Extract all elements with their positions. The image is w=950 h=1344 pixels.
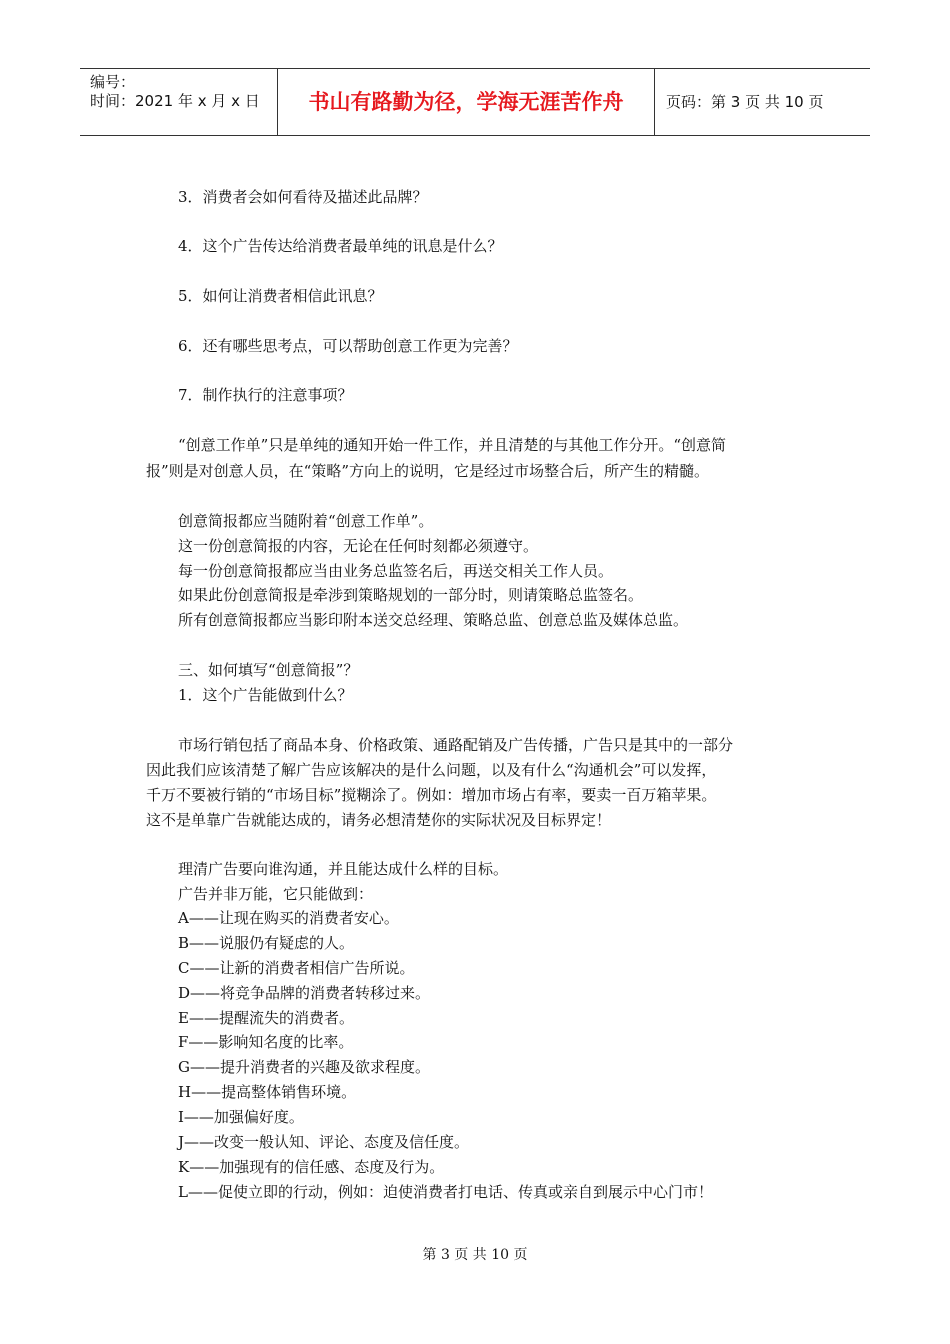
ability-item: K——加强现有的信任感、态度及行为。 bbox=[178, 1158, 445, 1176]
header-meta bbox=[80, 69, 278, 135]
rule-line: 每一份创意简报都应当由业务总监签名后，再送交相关工作人员。 bbox=[178, 562, 614, 580]
ability-item: D——将竞争品牌的消费者转移过来。 bbox=[178, 984, 431, 1002]
paragraph-line: 千万不要被行销的“市场目标”搅糊涂了。例如：增加市场占有率，要卖一百万箱苹果。 bbox=[146, 786, 717, 804]
rule-line: 这一份创意简报的内容，无论在任何时刻都必须遵守。 bbox=[178, 537, 539, 555]
page-footer: 第 3 页 共 10 页 bbox=[422, 1247, 528, 1263]
question-4: 4．这个广告传达给消费者最单纯的讯息是什么？ bbox=[178, 237, 503, 255]
paragraph-line: 因此我们应该清楚了解广告应该解决的是什么问题，以及有什么“沟通机会”可以发挥， bbox=[146, 761, 717, 779]
ability-item: G——提升消费者的兴趣及欲求程度。 bbox=[178, 1058, 430, 1076]
paragraph-line: 报”则是对创意人员，在“策略”方向上的说明，它是经过市场整合后，所产生的精髓。 bbox=[146, 462, 710, 480]
ability-item: L——促使立即的行动，例如：迫使消费者打电话、传真或亲自到展示中心门市！ bbox=[178, 1183, 713, 1201]
section-heading: 三、如何填写“创意简报”？ bbox=[178, 661, 359, 679]
rule-line: 如果此份创意简报是牵涉到策略规划的一部分时，则请策略总监签名。 bbox=[178, 586, 644, 604]
ability-item: J——改变一般认知、评论、态度及信任度。 bbox=[178, 1133, 470, 1151]
question-5: 5．如何让消费者相信此讯息？ bbox=[178, 287, 383, 305]
document-number-label: 编号： bbox=[90, 73, 136, 91]
rule-line: 所有创意简报都应当影印附本送交总经理、策略总监、创意总监及媒体总监。 bbox=[178, 611, 689, 629]
page-header bbox=[80, 68, 870, 136]
ability-item: C——让新的消费者相信广告所说。 bbox=[178, 959, 415, 977]
rule-line: 创意简报都应当随附着“创意工作单”。 bbox=[178, 512, 434, 530]
ability-item: A——让现在购买的消费者安心。 bbox=[178, 909, 399, 927]
ability-item: B——说服仍有疑虑的人。 bbox=[178, 934, 355, 952]
section-question: 1．这个广告能做到什么？ bbox=[178, 686, 353, 704]
question-3: 3．消费者会如何看待及描述此品牌？ bbox=[178, 188, 428, 206]
ability-item: H——提高整体销售环境。 bbox=[178, 1083, 357, 1101]
goal-intro: 理清广告要向谁沟通，并且能达成什么样的目标。 bbox=[178, 860, 509, 878]
question-6: 6．还有哪些思考点，可以帮助创意工作更为完善？ bbox=[178, 337, 518, 355]
ability-intro: 广告并非万能，它只能做到： bbox=[178, 885, 374, 903]
paragraph-line: 这不是单靠广告就能达成的，请务必想清楚你的实际状况及目标界定！ bbox=[146, 811, 612, 829]
ability-item: E——提醒流失的消费者。 bbox=[178, 1009, 354, 1027]
question-7: 7．制作执行的注意事项？ bbox=[178, 386, 353, 404]
document-date: 时间：2021 年 x 月 x 日 bbox=[90, 92, 260, 110]
header-page-info: 页码：第 3 页 共 10 页 bbox=[666, 93, 824, 111]
paragraph-line: 市场行销包括了商品本身、价格政策、通路配销及广告传播，广告只是其中的一部分 bbox=[178, 736, 734, 754]
ability-item: F——影响知名度的比率。 bbox=[178, 1033, 354, 1051]
paragraph-line: “创意工作单”只是单纯的通知开始一件工作，并且清楚的与其他工作分开。“创意简 bbox=[178, 436, 727, 454]
header-motto: 书山有路勤为径，学海无涯苦作舟 bbox=[278, 69, 655, 135]
ability-item: I——加强偏好度。 bbox=[178, 1108, 304, 1126]
